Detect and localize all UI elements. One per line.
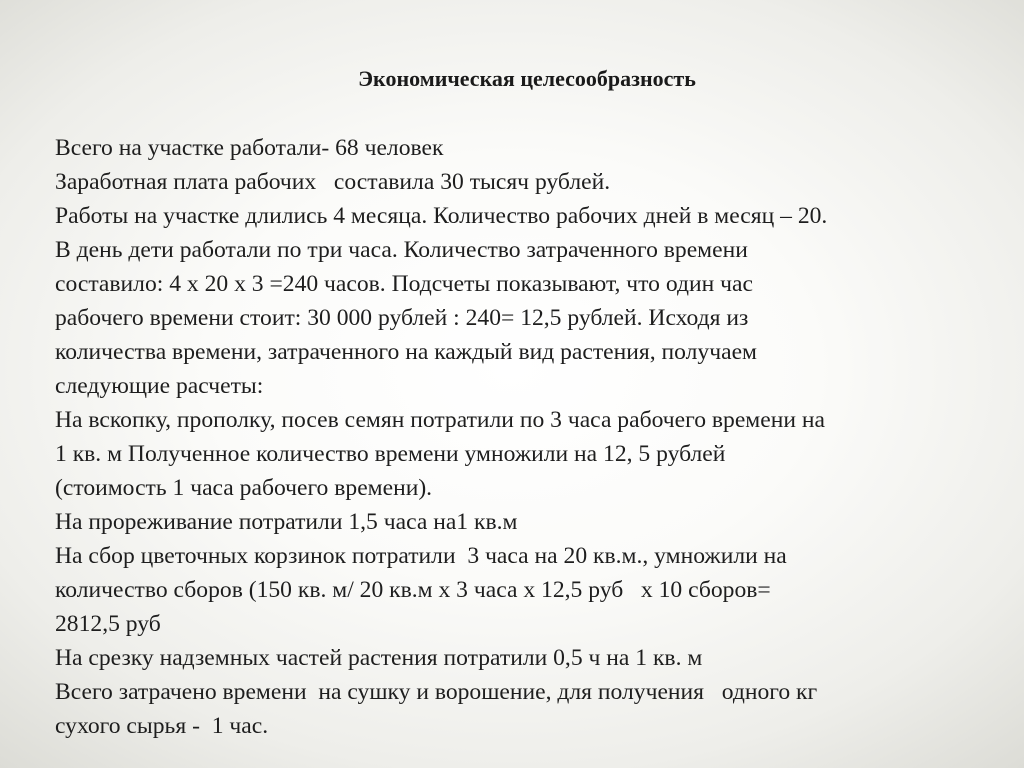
slide-title: Экономическая целесообразность: [358, 66, 696, 91]
text-line: следующие расчеты:: [55, 373, 264, 399]
text-line: Работы на участке длились 4 месяца. Количество рабочих дней в месяц – 20.: [55, 203, 828, 229]
text-line: количество сборов (150 кв. м/ 20 кв.м х 3 часа х 12,5 руб х 10 сборов=: [55, 577, 771, 603]
text-line: составило: 4 х 20 х 3 =240 часов. Подсчеты показывают, что один час: [55, 271, 753, 297]
text-line: В день дети работали по три часа. Количество затраченного времени: [55, 237, 748, 263]
text-line: Всего затрачено времени на сушку и ворошение, для получения одного кг: [55, 679, 818, 705]
text-line: На прореживание потратили 1,5 часа на1 кв.м: [55, 509, 518, 535]
text-line: (стоимость 1 часа рабочего времени).: [55, 475, 433, 501]
text-line: На сбор цветочных корзинок потратили 3 часа на 20 кв.м., умножили на: [55, 543, 787, 569]
text-line: сухого сырья - 1 час.: [55, 713, 269, 739]
text-line: Всего на участке работали- 68 человек: [55, 135, 444, 161]
text-line: 1 кв. м Полученное количество времени умножили на 12, 5 рублей: [55, 441, 726, 467]
text-line: Заработная плата рабочих составила 30 тысяч рублей.: [55, 169, 611, 195]
text-line: На срезку надземных частей растения потратили 0,5 ч на 1 кв. м: [55, 645, 703, 671]
text-line: рабочего времени стоит: 30 000 рублей : 240= 12,5 рублей. Исходя из: [55, 305, 749, 331]
text-line: 2812,5 руб: [55, 611, 161, 637]
slide-body: [55, 131, 1015, 743]
text-line: На вскопку, прополку, посев семян потратили по 3 часа рабочего времени на: [55, 407, 825, 433]
text-line: количества времени, затраченного на каждый вид растения, получаем: [55, 339, 757, 365]
